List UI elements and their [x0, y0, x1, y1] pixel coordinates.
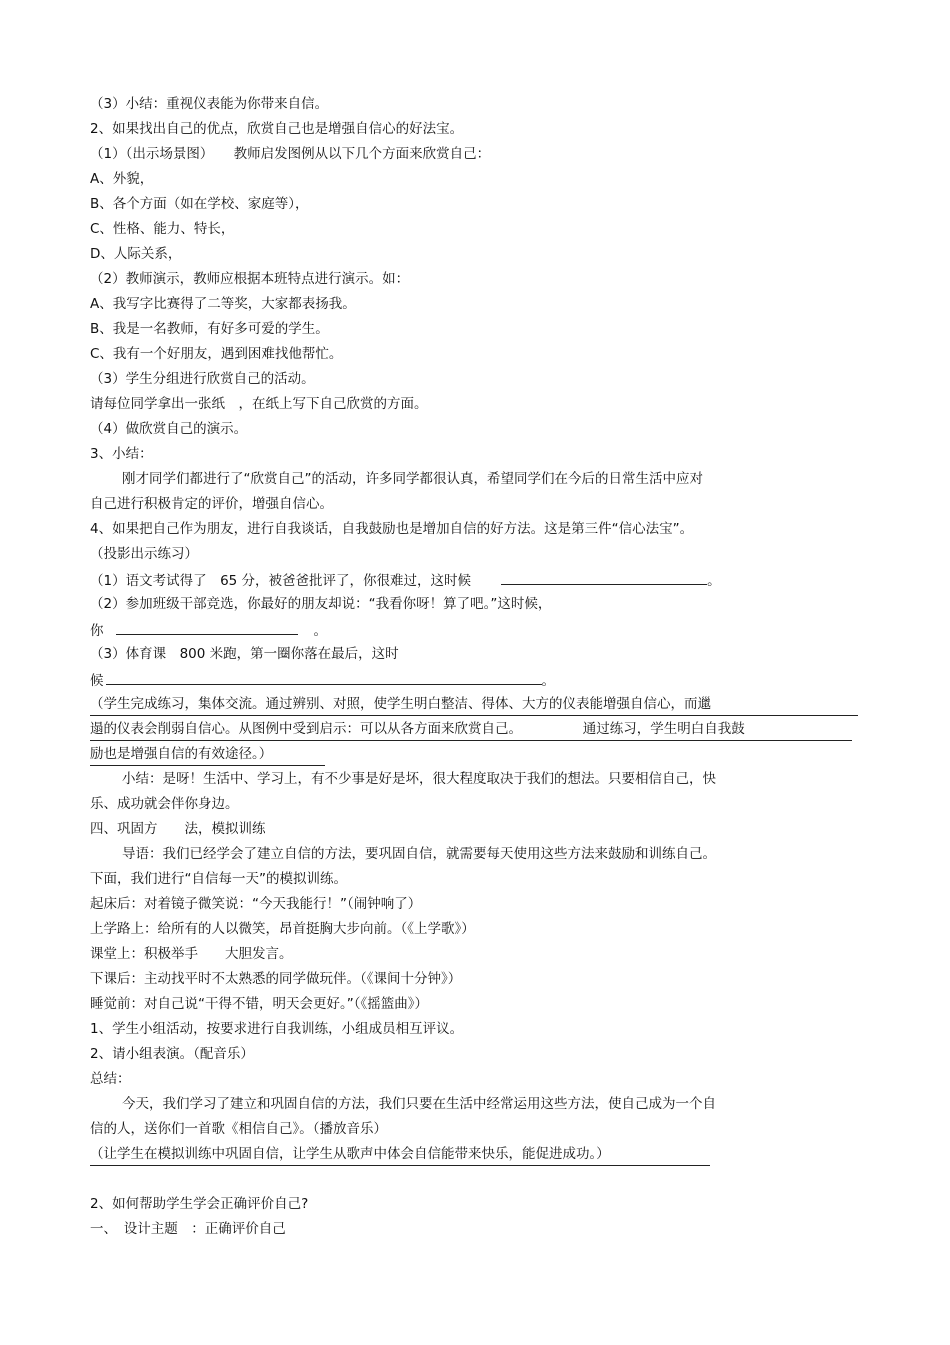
text-line: （1）（出示场景图） 教师启发图例从以下几个方面来欣赏自己： [90, 146, 491, 162]
text-line: （3）学生分组进行欣赏自己的活动。 [90, 371, 315, 387]
text-line: B、我是一名教师，有好多可爱的学生。 [90, 321, 329, 337]
section-heading: 一、 设计主题 ：正确评价自己 [90, 1221, 286, 1237]
text-line: D、人际关系， [90, 246, 182, 262]
text-line: （3）体育课 800 米跑，第一圈你落在最后，这时 [90, 646, 399, 662]
period-text: 。 [707, 573, 721, 589]
text-line: 下面，我们进行“自信每一天”的模拟训练。 [90, 871, 347, 887]
period-text: 。 [313, 623, 327, 639]
text-line: （3）小结：重视仪表能为你带来自信。 [90, 96, 329, 112]
exercise-line-2 [90, 620, 327, 640]
text-line: 导语：我们已经学会了建立自信的方法，要巩固自信，就需要每天使用这些方法来鼓励和训练自己。 [122, 846, 716, 862]
exercise-text: 你 [90, 623, 104, 639]
exercise-line-1 [90, 570, 721, 590]
text-line: C、性格、能力、特长， [90, 221, 235, 237]
text-line: 刚才同学们都进行了“欣赏自己”的活动，许多同学都很认真，希望同学们在今后的日常生活中应对 [122, 471, 703, 487]
question-heading: 2、如何帮助学生学会正确评价自己? [90, 1196, 309, 1212]
text-line: B、各个方面（如在学校、家庭等）， [90, 196, 309, 212]
text-line: A、我写字比赛得了二等奖，大家都表扬我。 [90, 296, 356, 312]
underlined-text: （学生完成练习，集体交流。通过辨别、对照，使学生明白整洁、得体、大方的仪表能增强自信心，而邋 [90, 695, 858, 716]
text-line: 3、小结： [90, 446, 153, 462]
text-line: （投影出示练习） [90, 546, 198, 562]
text-line [90, 745, 325, 766]
underlined-text: 遢的仪表会削弱自信心。从图例中受到启示：可以从各方面来欣赏自己。 通过练习，学生明白自我鼓 [90, 720, 852, 741]
text-line: 信的人，送你们一首歌《相信自己》。（播放音乐） [90, 1121, 387, 1137]
text-line [90, 1145, 710, 1166]
text-line: 自己进行积极肯定的评价，增强自信心。 [90, 496, 333, 512]
text-line: （4）做欣赏自己的演示。 [90, 421, 248, 437]
text-line: 今天，我们学习了建立和巩固自信的方法，我们只要在生活中经常运用这些方法，使自己成为一个自 [122, 1096, 716, 1112]
text-line: A、外貌， [90, 171, 154, 187]
text-line: 上学路上：给所有的人以微笑，昂首挺胸大步向前。（《上学歌》） [90, 921, 475, 937]
text-line: 起床后：对着镜子微笑说：“今天我能行！”（闹钟响了） [90, 896, 422, 912]
text-line: （2）教师演示，教师应根据本班特点进行演示。如： [90, 271, 410, 287]
section-heading: 四、巩固方 法，模拟训练 [90, 821, 266, 837]
answer-blank[interactable] [106, 670, 542, 685]
text-line: 2、如果找出自己的优点，欣赏自己也是增强自信心的好法宝。 [90, 121, 464, 137]
text-line: 4、如果把自己作为朋友，进行自我谈话，自我鼓励也是增加自信的好方法。这是第三件“信心法宝”。 [90, 521, 694, 537]
text-line: （2）参加班级干部竞选，你最好的朋友却说：“我看你呀！算了吧。”这时候， [90, 596, 552, 612]
exercise-line-3 [90, 670, 555, 690]
text-line: 2、请小组表演。（配音乐） [90, 1046, 254, 1062]
text-line: 乐、成功就会伴你身边。 [90, 796, 239, 812]
underlined-text: （让学生在模拟训练中巩固自信，让学生从歌声中体会自信能带来快乐，能促进成功。） [90, 1145, 710, 1166]
text-line: 课堂上：积极举手 大胆发言。 [90, 946, 293, 962]
exercise-text: 候 [90, 673, 104, 689]
underlined-text: 励也是增强自信的有效途径。） [90, 745, 325, 766]
period-text: 。 [541, 673, 555, 689]
exercise-text: （1）语文考试得了 65 分，被爸爸批评了，你很难过，这时候 [90, 573, 472, 589]
text-line [90, 720, 852, 741]
text-line: 1、学生小组活动，按要求进行自我训练，小组成员相互评议。 [90, 1021, 464, 1037]
text-line: C、我有一个好朋友，遇到困难找他帮忙。 [90, 346, 343, 362]
text-line: 请每位同学拿出一张纸 ，在纸上写下自己欣赏的方面。 [90, 396, 428, 412]
text-line: 小结：是呀！生活中、学习上，有不少事是好是坏，很大程度取决于我们的想法。只要相信自己，快 [122, 771, 716, 787]
text-line [90, 695, 858, 716]
text-line: 下课后：主动找平时不太熟悉的同学做玩伴。（《课间十分钟》） [90, 971, 462, 987]
answer-blank[interactable] [116, 620, 298, 635]
text-line: 睡觉前：对自己说“干得不错，明天会更好。”（《摇篮曲》） [90, 996, 428, 1012]
text-line: 总结： [90, 1071, 131, 1087]
answer-blank[interactable] [501, 570, 707, 585]
